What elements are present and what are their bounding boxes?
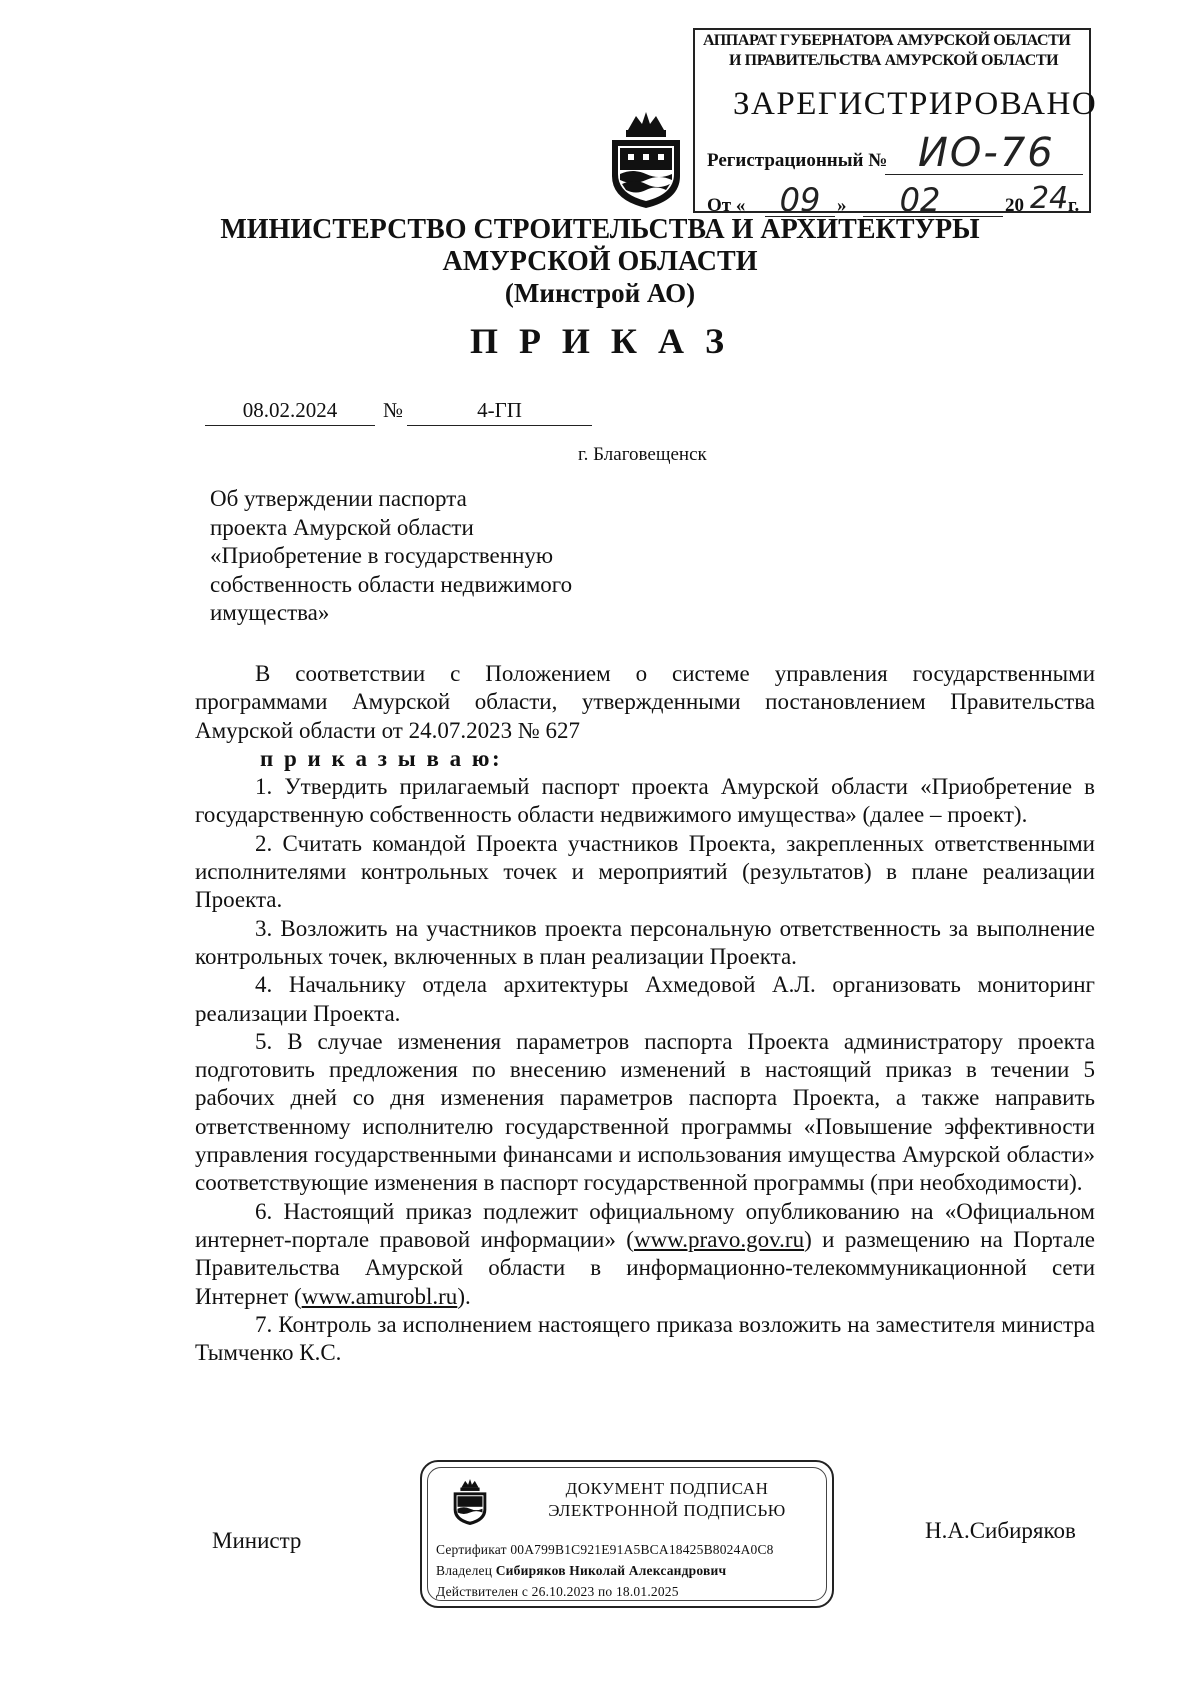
stamp-year-label: г. [1068,195,1080,216]
pravo-link[interactable]: www.pravo.gov.ru [633,1226,805,1252]
valid-from-label: Действителен с [436,1584,529,1599]
order-item-2: 2. Считать командой Проекта участников Проекта, закрепленных ответственными исполнителями контрольных точек и мероприятий (результатов) в плане реализации Проекта. [195,830,1095,913]
item-6-text-b: ) и размещению на Портале Правительства Амурской области в информационно-телекоммуникационной сети Интернет ( [195,1226,1095,1309]
order-date: 08.02.2024 [205,398,375,426]
certificate-value: 00A799B1C921E91A5BCA18425B8024A0C8 [510,1542,774,1557]
owner-value: Сибиряков Николай Александрович [495,1563,727,1578]
document-type: П Р И К А З [469,321,731,361]
registration-stamp [693,28,1098,219]
subject-line: собственность области недвижимого [210,571,573,597]
stamp-month: 02 [899,181,941,219]
signatory-name: Н.А.Сибиряков [925,1518,1076,1543]
stamp-line-1: АППАРАТ ГУБЕРНАТОРА АМУРСКОЙ ОБЛАСТИ [703,32,1071,49]
order-item-3: 3. Возложить на участников проекта персональную ответственность за выполнение контрольных точек, включенных в план реализации Проекта. [195,915,1095,969]
stamp-day: 09 [779,181,821,219]
order-item-5: 5. В случае изменения параметров паспорта Проекта администратору проекта подготовить предложения по внесению изменений в настоящий приказ в течении 5 рабочих дней со дня изменения параметров паспорта Проекта, а также направить ответственному исполнителю государственной программы «Повышение эффективности управления государственными финансами и использования имущества Амурской области» соответствующие изменения в паспорт государственной программы (при необходимости). [195,1028,1095,1196]
order-city: г. Благовещенск [578,444,707,465]
valid-to-date: 18.01.2025 [615,1584,679,1599]
subject-line: Об утверждении паспорта [210,486,467,511]
order-number: 4-ГП [407,398,592,426]
subject-line: имущества» [210,600,330,625]
subject-line: «Приобретение в государственную [210,543,554,568]
subject-line: проекта Амурской области [210,514,474,540]
stamp-from-label: От « [707,195,746,216]
stamp-status: ЗАРЕГИСТРИРОВАНО [733,86,1098,122]
order-subject [210,485,572,628]
order-number-label: № [383,398,404,422]
valid-from-date: 26.10.2023 [531,1584,595,1599]
stamp-quote-close: » [837,195,847,216]
owner-label: Владелец [436,1563,493,1578]
ministry-name-line-1: МИНИСТЕРСТВО СТРОИТЕЛЬСТВА И АРХИТЕКТУРЫ [220,214,980,245]
item-6-text-c: ). [457,1283,471,1309]
signature-box-line-2: ЭЛЕКТРОННОЙ ПОДПИСЬЮ [548,1501,786,1520]
ministry-name-line-2: АМУРСКОЙ ОБЛАСТИ [442,246,758,277]
small-coat-of-arms-icon [450,1478,490,1526]
ministry-short-name: (Минстрой АО) [504,278,696,308]
certificate-label: Сертификат [436,1542,507,1557]
amurobl-link[interactable]: www.amurobl.ru [301,1283,458,1309]
signature-box-line-1: ДОКУМЕНТ ПОДПИСАН [565,1479,769,1498]
order-item-7: 7. Контроль за исполнением настоящего приказа возложить на заместителя министра Тымченко К.С. [195,1311,1095,1366]
stamp-reg-number: ИО-76 [918,130,1055,176]
order-word: п р и к а з ы в а ю: [260,745,503,771]
order-item-4: 4. Начальнику отдела архитектуры Ахмедовой А.Л. организовать мониторинг реализации Проекта. [195,972,1095,1026]
signatory-position: Министр [212,1528,302,1553]
order-item-1: 1. Утвердить прилагаемый паспорт проекта Амурской области «Приобретение в государственную собственность области недвижимого имущества» (далее – проект). [195,774,1095,828]
order-item-6 [195,1198,1095,1311]
item-6-text-a: 6. Настоящий приказ подлежит официальному опубликованию на «Официальном интернет-портале правовой информации» ( [195,1198,1095,1252]
coat-of-arms-icon [606,110,686,210]
valid-to-label: по [598,1584,613,1599]
electronic-signature-stamp [420,1460,834,1608]
stamp-reg-label: Регистрационный № [707,150,888,171]
stamp-line-2: И ПРАВИТЕЛЬСТВА АМУРСКОЙ ОБЛАСТИ [729,52,1059,69]
stamp-year-prefix: 20 [1005,195,1024,216]
preamble-paragraph: В соответствии с Положением о системе управления государственными программами Амурской области, утвержденными постановлением Правительства Амурской области от 24.07.2023 № 627 [195,661,1095,743]
order-body [195,660,1095,1367]
stamp-year-suffix: 24 [1030,181,1069,216]
